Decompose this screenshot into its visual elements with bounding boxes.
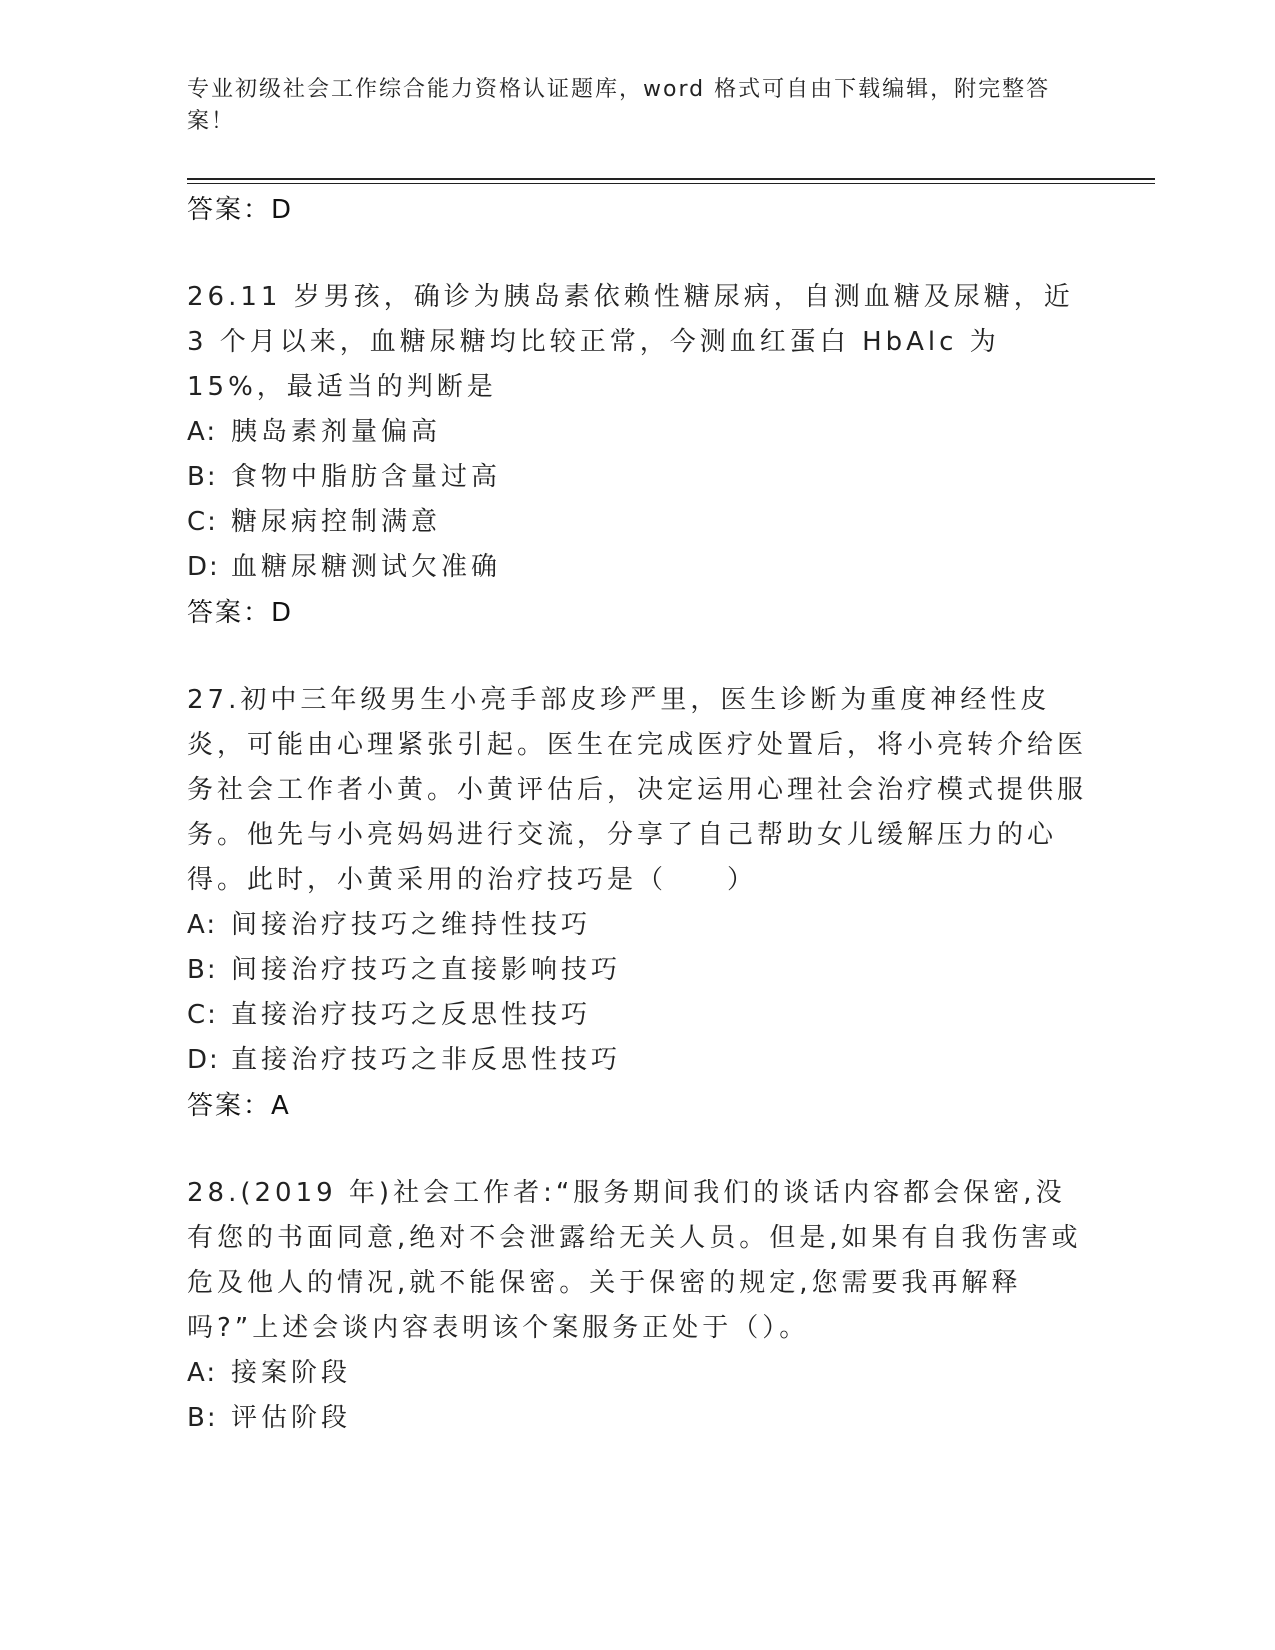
- option-key: A:: [187, 1358, 218, 1388]
- question-text: 26.11 岁男孩，确诊为胰岛素依赖性糖尿病，自测血糖及尿糖，近 3 个月以来，血糖尿糖均比较正常，今测血红蛋白 HbAlc 为 15%，最适当的判断是: [187, 282, 1074, 402]
- option-text: 胰岛素剂量偏高: [231, 417, 442, 447]
- question-text: 27.初中三年级男生小亮手部皮珍严里，医生诊断为重度神经性皮炎，可能由心理紧张引起。医生在完成医疗处置后，将小亮转介给医务社会工作者小黄。小黄评估后，决定运用心理社会治疗模式提供服务。他先与小亮妈妈进行交流，分享了自己帮助女儿缓解压力的心得。此时，小黄采用的治疗技巧是（ ）: [187, 685, 1088, 895]
- option-text: 接案阶段: [231, 1358, 352, 1388]
- option-key: B:: [187, 462, 218, 492]
- option-d: [187, 545, 1087, 590]
- option-key: A:: [187, 417, 218, 447]
- option-a: [187, 903, 1087, 948]
- option-key: A:: [187, 910, 218, 940]
- option-key: C:: [187, 507, 218, 537]
- option-key: D:: [187, 1045, 220, 1075]
- option-b: [187, 455, 1087, 500]
- previous-answer: 答案：D: [187, 195, 294, 225]
- option-key: B:: [187, 1403, 218, 1433]
- answer-line: 答案：D: [187, 598, 294, 628]
- option-d: [187, 1038, 1087, 1083]
- option-b: [187, 1396, 1087, 1441]
- option-text: 直接治疗技巧之反思性技巧: [231, 1000, 592, 1030]
- option-b: [187, 948, 1087, 993]
- question-28: [187, 1171, 1087, 1441]
- option-key: C:: [187, 1000, 218, 1030]
- question-26: [187, 275, 1087, 636]
- option-c: [187, 500, 1087, 545]
- option-text: 间接治疗技巧之直接影响技巧: [231, 955, 622, 985]
- option-text: 食物中脂肪含量过高: [231, 462, 502, 492]
- option-c: [187, 993, 1087, 1038]
- header-rule-thin: [187, 183, 1155, 184]
- option-text: 间接治疗技巧之维持性技巧: [231, 910, 592, 940]
- option-a: [187, 410, 1087, 455]
- answer-line: 答案：A: [187, 1091, 291, 1121]
- option-text: 评估阶段: [231, 1403, 352, 1433]
- question-text: 28.(2019 年)社会工作者:“服务期间我们的谈话内容都会保密,没有您的书面同意,绝对不会泄露给无关人员。但是,如果有自我伤害或危及他人的情况,就不能保密。关于保密的规定,您需要我再解释吗?”上述会谈内容表明该个案服务正处于（）。: [187, 1178, 1082, 1343]
- option-a: [187, 1351, 1087, 1396]
- option-key: D:: [187, 552, 220, 582]
- header-rule-thick: [187, 178, 1155, 180]
- option-key: B:: [187, 955, 218, 985]
- question-27: [187, 678, 1087, 1129]
- option-text: 直接治疗技巧之非反思性技巧: [231, 1045, 622, 1075]
- page-header: 专业初级社会工作综合能力资格认证题库，word 格式可自由下载编辑，附完整答案！: [187, 77, 1051, 134]
- question-list: [187, 187, 1087, 1441]
- option-text: 血糖尿糖测试欠准确: [231, 552, 502, 582]
- option-text: 糖尿病控制满意: [231, 507, 442, 537]
